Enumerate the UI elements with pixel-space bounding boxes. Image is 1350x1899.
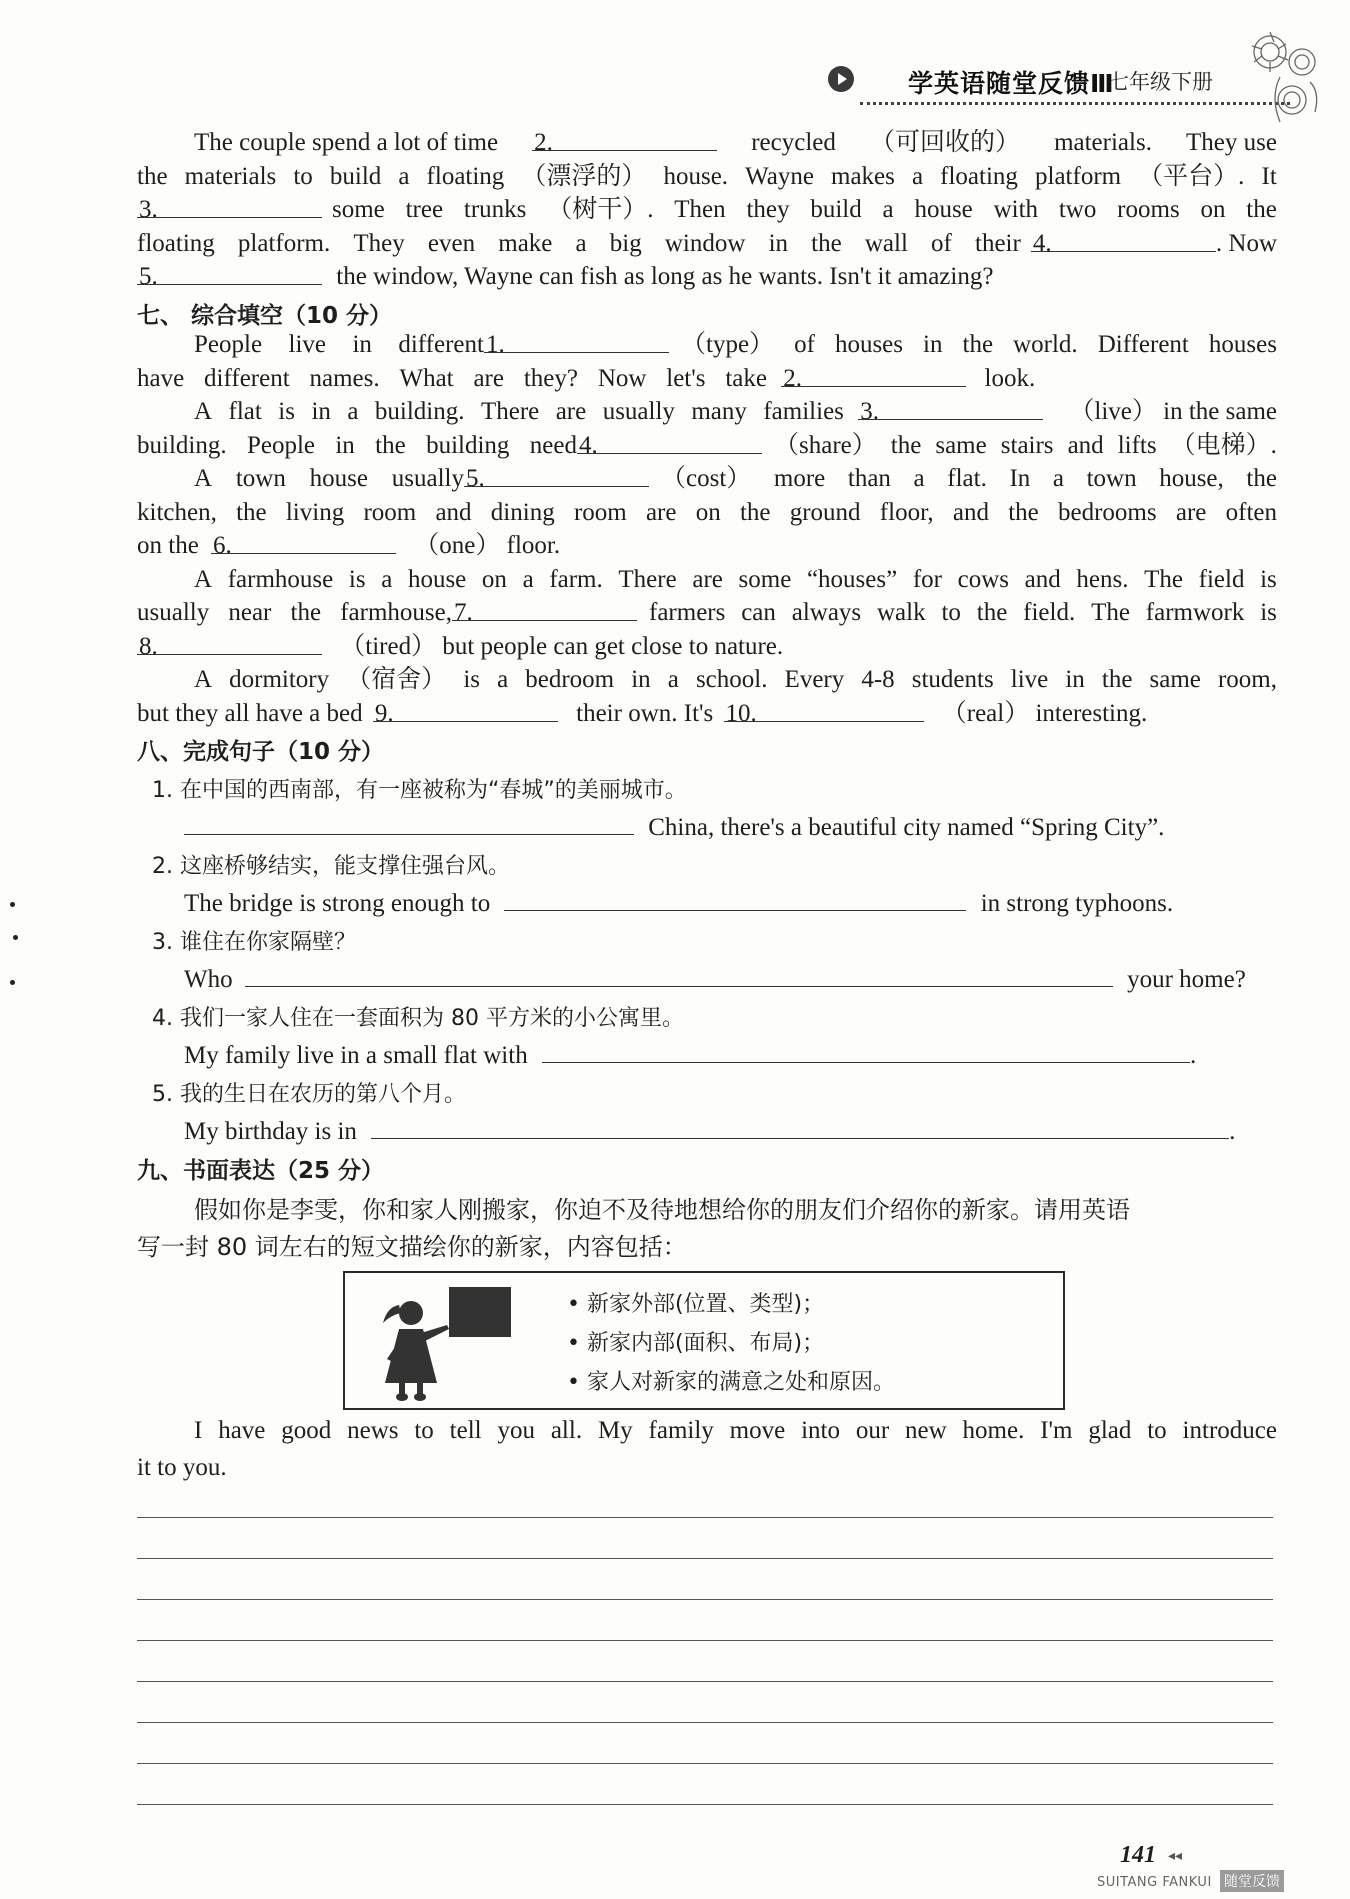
word: flat	[228, 398, 262, 425]
play-icon	[828, 66, 854, 92]
word: let's	[666, 364, 706, 392]
blank-s7-3[interactable]: 3.	[858, 395, 1043, 420]
word: I'm	[1040, 1417, 1073, 1444]
word: tell	[449, 1417, 482, 1444]
word: the	[811, 229, 842, 257]
word: a	[913, 465, 925, 492]
word: field.	[1023, 599, 1076, 626]
word: on	[695, 498, 721, 526]
p6-text: recycled	[751, 129, 836, 156]
word: Different	[1097, 331, 1189, 358]
word: （type）	[681, 331, 775, 358]
word: tree	[405, 196, 444, 223]
s8-text: Who	[184, 966, 233, 993]
word: a	[911, 162, 924, 190]
word: walk	[877, 599, 926, 626]
word: to	[414, 1417, 434, 1444]
word: in	[768, 229, 789, 257]
word: house.	[663, 162, 729, 190]
s8-answer-2[interactable]	[504, 886, 966, 911]
writing-line[interactable]	[137, 1804, 1273, 1805]
p6-text: They use	[1186, 129, 1277, 156]
margin-mark	[10, 902, 15, 907]
word: A	[194, 565, 213, 593]
word: take	[725, 364, 767, 392]
word: farmhouse,	[340, 599, 452, 626]
s7-text: but they all have a bed	[137, 699, 363, 727]
word: house,	[1159, 465, 1224, 492]
word: in	[335, 431, 355, 459]
word: are	[473, 364, 504, 392]
word: live	[1010, 666, 1049, 693]
s7-text: （live） in the same	[1069, 398, 1277, 425]
margin-mark	[10, 980, 15, 985]
section-seven-passage	[137, 328, 1277, 730]
word: floating	[426, 162, 505, 190]
word: news	[347, 1417, 399, 1444]
word: good	[281, 1417, 332, 1444]
s7-line	[137, 429, 1277, 463]
word: and	[1067, 431, 1104, 459]
word: I	[194, 1417, 203, 1444]
back-arrows-icon: ◂◂	[1168, 1849, 1183, 1864]
word: Every	[784, 666, 845, 693]
word: （平台）.	[1138, 162, 1245, 190]
word: big	[609, 229, 642, 257]
word: and	[435, 498, 472, 526]
word: move	[729, 1417, 786, 1444]
word: “houses”	[806, 565, 898, 593]
teacher-pointing-icon	[369, 1283, 519, 1403]
s8-answer-1[interactable]	[184, 810, 634, 835]
book-title: 学英语随堂反馈Ⅲ	[908, 69, 1115, 98]
s7-text: （tired） but people can get close to nature.	[340, 632, 784, 660]
flower-decoration-icon	[1240, 22, 1335, 132]
word: bedrooms	[1058, 498, 1157, 526]
word: floating	[940, 162, 1018, 190]
word: floor,	[879, 498, 934, 526]
s8-q4-en	[184, 1038, 1196, 1070]
p6-line-4	[137, 227, 1277, 261]
word: is	[463, 666, 480, 693]
writing-line[interactable]	[137, 1599, 1273, 1600]
word: students	[911, 666, 994, 693]
word: same	[935, 431, 987, 459]
word: There	[480, 398, 540, 425]
word: farmhouse	[227, 565, 334, 593]
blank-s7-4[interactable]: 4.	[577, 429, 762, 454]
writing-starter	[137, 1412, 1277, 1486]
s7-line	[137, 596, 1277, 630]
s7-line	[137, 663, 1277, 697]
word: My	[597, 1417, 633, 1444]
word: introduce	[1182, 1417, 1277, 1444]
word: two	[1058, 196, 1097, 223]
word: window	[664, 229, 746, 257]
word: home.	[962, 1417, 1025, 1444]
word: （树干）.	[547, 196, 654, 223]
word: school.	[695, 666, 768, 693]
header-divider	[860, 102, 1290, 105]
word: building.	[374, 398, 465, 425]
word: even	[427, 229, 476, 257]
word: new	[905, 1417, 947, 1444]
word: glad	[1088, 1417, 1132, 1444]
word: are	[645, 498, 677, 526]
s7-line	[137, 697, 1277, 731]
starter-line-1	[137, 1412, 1277, 1449]
word: build	[810, 196, 862, 223]
blank-s7-1[interactable]: 1.	[484, 328, 669, 353]
word: is	[1260, 599, 1277, 626]
word: to	[1147, 1417, 1167, 1444]
word: and	[1024, 565, 1061, 593]
word: The	[1091, 599, 1130, 626]
s8-text: My birthday is in	[184, 1118, 357, 1145]
s8-text: China, there's a beautiful city named “Spring City”.	[648, 814, 1165, 841]
word: Wayne	[745, 162, 814, 190]
s7-line	[137, 630, 1277, 664]
word: the	[962, 331, 994, 358]
word: the	[137, 162, 168, 190]
s8-text: My family live in a small flat with	[184, 1042, 528, 1069]
word: in	[311, 398, 331, 425]
word: with	[993, 196, 1039, 223]
word: A	[194, 666, 213, 693]
footer-brand-en: SUITANG FANKUI	[1097, 1875, 1212, 1890]
s7-line	[137, 529, 1277, 563]
word: live	[288, 331, 326, 358]
s8-answer-5[interactable]	[371, 1114, 1229, 1139]
blank-s7-10[interactable]: 10.	[724, 697, 924, 722]
word: in	[631, 666, 651, 693]
word: dining	[490, 498, 555, 526]
word: the	[1101, 666, 1133, 693]
word: The	[1144, 565, 1183, 593]
word: of	[794, 331, 815, 358]
word: town	[235, 465, 286, 492]
word: usually	[137, 599, 210, 626]
word: room	[363, 498, 417, 526]
s8-q4-cn: 4. 我们一家人住在一套面积为 80 平方米的小公寓里。	[152, 1006, 684, 1031]
word: of	[931, 229, 952, 257]
word: （电梯）.	[1170, 431, 1277, 459]
word: more	[773, 465, 826, 492]
word: a	[398, 162, 410, 190]
word: kitchen,	[137, 498, 217, 526]
word: A	[194, 465, 213, 492]
word: People	[194, 331, 263, 358]
word: a	[522, 565, 534, 593]
word: different	[204, 364, 290, 392]
word: stairs	[1000, 431, 1054, 459]
s7-line	[137, 362, 1277, 396]
word: living	[285, 498, 345, 526]
p6-text: （可回收的）	[869, 129, 1020, 156]
s8-q3-cn: 3. 谁住在你家隔壁？	[152, 930, 356, 955]
s7-text: on the	[137, 532, 199, 559]
s8-q3-en	[184, 962, 1246, 994]
word: is	[1260, 565, 1277, 593]
blank-s7-7[interactable]: 7.	[452, 596, 637, 621]
word: they	[746, 196, 790, 223]
word: on	[481, 565, 507, 593]
s8-text: your home?	[1127, 966, 1246, 993]
word: farmers	[649, 599, 726, 626]
p6-line-3	[137, 193, 1277, 227]
word: the	[236, 498, 267, 526]
word: they?	[523, 364, 578, 392]
s8-q5-cn: 5. 我的生日在农历的第八个月。	[152, 1082, 466, 1107]
word: make	[498, 229, 553, 257]
s7-line	[137, 496, 1277, 530]
section-eight-heading: 八、完成句子（10 分）	[137, 739, 385, 765]
word: room,	[1217, 666, 1277, 693]
word: town	[1086, 465, 1137, 492]
word: families	[763, 398, 844, 425]
word: is	[348, 565, 366, 593]
word: platform.	[237, 229, 331, 257]
word: usually	[391, 465, 464, 492]
word: are	[1175, 498, 1207, 526]
page-header	[820, 58, 1300, 108]
word: （宿舍）	[346, 666, 447, 693]
word: some	[738, 565, 792, 593]
word: It	[1261, 162, 1277, 190]
s7-text: （one） floor.	[414, 532, 561, 559]
footer-brand-cn: 随堂反馈	[1220, 1870, 1284, 1892]
word: are	[692, 565, 723, 593]
word: names.	[309, 364, 380, 392]
word: have	[218, 1417, 266, 1444]
s8-q1-cn: 1. 在中国的西南部，有一座被称为“春城”的美丽城市。	[152, 778, 687, 803]
word: makes	[831, 162, 895, 190]
word: materials	[184, 162, 277, 190]
word: house	[407, 565, 467, 593]
word: need	[529, 431, 577, 459]
word: to	[293, 162, 313, 190]
word: farmwork	[1145, 599, 1245, 626]
section-nine-heading: 九、书面表达（25 分）	[137, 1158, 385, 1184]
word: to	[941, 599, 961, 626]
writing-line[interactable]	[137, 1722, 1273, 1723]
writing-line[interactable]	[137, 1517, 1273, 1518]
word: There	[618, 565, 677, 593]
s8-q2-cn: 2. 这座桥够结实，能支撑住强台风。	[152, 854, 510, 879]
s9-prompt-line-1: 假如你是李雯，你和家人刚搬家，你迫不及待地想给你的朋友们介绍你的新家。请用英语	[194, 1196, 1130, 1224]
blank-s7-9[interactable]: 9.	[373, 697, 558, 722]
blank-2[interactable]: 2.	[532, 126, 717, 151]
blank-3[interactable]: 3.	[137, 193, 322, 218]
word: a	[347, 398, 359, 425]
word: the	[1246, 465, 1277, 492]
s8-q5-en	[184, 1114, 1235, 1146]
p6-text: The couple spend a lot of time	[194, 129, 499, 156]
word: They	[353, 229, 405, 257]
word: （cost）	[661, 465, 752, 492]
blank-s7-8[interactable]: 8.	[137, 630, 322, 655]
word: world.	[1013, 331, 1078, 358]
margin-mark	[13, 935, 18, 940]
s7-line	[137, 395, 1277, 429]
word: （漂浮的）	[521, 162, 647, 190]
s7-line	[137, 328, 1277, 362]
word: same	[1149, 666, 1201, 693]
word: a	[882, 196, 894, 223]
blank-s7-6[interactable]: 6.	[211, 529, 396, 554]
word: platform	[1035, 162, 1122, 190]
word: field	[1198, 565, 1245, 593]
word: than	[847, 465, 891, 492]
word: a	[575, 229, 587, 257]
word: the	[739, 498, 771, 526]
p6-line-1	[137, 126, 1277, 160]
writing-line[interactable]	[137, 1763, 1273, 1764]
s8-text: in strong typhoons.	[980, 890, 1174, 917]
word: for	[912, 565, 942, 593]
word: floating	[137, 229, 215, 257]
word: the	[976, 599, 1008, 626]
p6-text: the window, Wayne can fish as long as he wants. Isn't it amazing?	[336, 263, 994, 290]
word: in	[923, 331, 943, 358]
s8-answer-4[interactable]	[542, 1038, 1190, 1063]
word: rooms	[1117, 196, 1180, 223]
word: are	[555, 398, 587, 425]
word: （share）	[774, 431, 877, 459]
p6-text: materials.	[1054, 129, 1152, 156]
word: can	[741, 599, 776, 626]
section-seven-heading: 七、 综合填空（10 分）	[137, 303, 393, 329]
s8-q2-en	[184, 886, 1173, 918]
blank-s7-2[interactable]: 2.	[781, 362, 966, 387]
point-exterior: • 新家外部(位置、类型)；	[567, 1292, 825, 1317]
s8-text: .	[1189, 1042, 1197, 1069]
word: build	[329, 162, 382, 190]
word: the	[1008, 498, 1039, 526]
word: into	[801, 1417, 840, 1444]
word: is	[278, 398, 295, 425]
word: In	[1009, 465, 1031, 492]
s7-text: look.	[984, 364, 1036, 392]
word: a	[497, 666, 509, 693]
word: all.	[550, 1417, 583, 1444]
s7-line	[137, 462, 1277, 496]
passage-six	[137, 126, 1277, 294]
blank-5[interactable]: 5.	[137, 260, 322, 285]
word: a	[381, 565, 393, 593]
s8-q1-en	[184, 810, 1164, 842]
word: building	[426, 431, 510, 459]
point-satisfaction: • 家人对新家的满意之处和原因。	[567, 1370, 895, 1395]
word: People	[246, 431, 315, 459]
word: and	[952, 498, 989, 526]
word: trunks	[463, 196, 527, 223]
book-subtitle: 七年级下册	[1108, 70, 1213, 94]
word: a	[1052, 465, 1064, 492]
word: 4-8	[861, 666, 895, 693]
s8-text: The bridge is strong enough to	[184, 890, 491, 917]
word: the	[375, 431, 406, 459]
word: near	[228, 599, 272, 626]
word: our	[855, 1417, 890, 1444]
p6-line-2	[137, 160, 1277, 194]
word: family	[648, 1417, 714, 1444]
word: the	[290, 599, 322, 626]
blank-s7-5[interactable]: 5.	[464, 462, 649, 487]
blank-4[interactable]: 4.	[1031, 227, 1216, 252]
point-interior: • 新家内部(面积、布局)；	[567, 1331, 825, 1356]
starter-line-2: it to you.	[137, 1454, 227, 1481]
word: A	[194, 398, 213, 425]
word: you	[497, 1417, 535, 1444]
word: flat.	[947, 465, 987, 492]
word: in	[352, 331, 372, 358]
word: bedroom	[525, 666, 615, 693]
s9-prompt-line-2: 写一封 80 词左右的短文描绘你的新家，内容包括：	[137, 1233, 687, 1261]
word: Now	[597, 364, 647, 392]
s8-answer-3[interactable]	[245, 962, 1113, 987]
p6-text: . Now	[1215, 229, 1277, 257]
writing-line[interactable]	[137, 1640, 1273, 1641]
word: lifts	[1117, 431, 1157, 459]
word: What	[399, 364, 454, 392]
word: always	[791, 599, 862, 626]
word: ground	[789, 498, 861, 526]
word: a	[667, 666, 679, 693]
word: the	[890, 431, 922, 459]
word: hens.	[1076, 565, 1129, 593]
s7-text: their own. It's	[576, 699, 714, 727]
s7-line	[137, 563, 1277, 597]
word: often	[1225, 498, 1277, 526]
word: different	[398, 331, 484, 358]
word: in	[1065, 666, 1085, 693]
word: some	[332, 196, 385, 223]
word: their	[975, 229, 1021, 257]
s7-text: （real） interesting.	[941, 699, 1148, 727]
word: cows	[957, 565, 1010, 593]
word: building.	[137, 431, 227, 459]
word: dormitory	[229, 666, 330, 693]
word: room	[573, 498, 627, 526]
word: have	[137, 364, 185, 392]
writing-points-box	[343, 1271, 1065, 1410]
word: many	[691, 398, 747, 425]
p6-line-5	[137, 260, 1277, 294]
word: usually	[602, 398, 675, 425]
s8-text: .	[1229, 1118, 1236, 1145]
word: Then	[674, 196, 726, 223]
word: the	[1246, 196, 1277, 223]
writing-line[interactable]	[137, 1558, 1273, 1559]
word: house	[309, 465, 368, 492]
writing-line[interactable]	[137, 1681, 1273, 1682]
word: on	[1200, 196, 1226, 223]
word: houses	[834, 331, 903, 358]
word: house	[914, 196, 973, 223]
word: houses	[1208, 331, 1277, 358]
word: wall	[864, 229, 908, 257]
page-number: 141	[1120, 1842, 1156, 1868]
word: farm.	[549, 565, 603, 593]
